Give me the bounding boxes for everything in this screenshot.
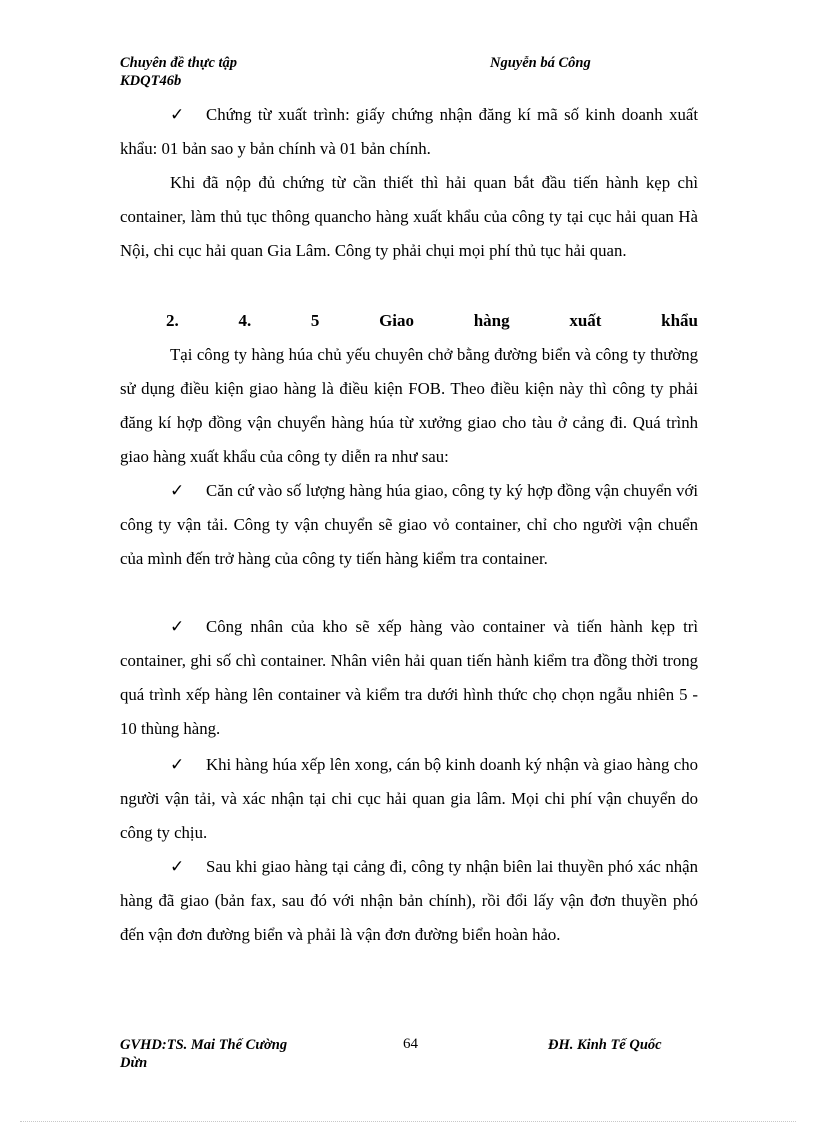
section-heading-num-3: 5 <box>310 311 320 330</box>
paragraph-2: Khi đã nộp đủ chứng từ cần thiết thì hải quan bắt đầu tiến hành kẹp chì container, làm thủ tục thông quancho hàng xuất khẩu của công ty tại cục hải quan Hà Nội, chi cục hải quan Gia Lâm. Công ty phải chụi mọi phí thủ tục hải quan. <box>120 173 698 260</box>
header-right: Nguyễn bá Công <box>490 55 591 71</box>
page-number: 64 <box>403 1036 418 1052</box>
section-heading-word-3: xuất <box>569 311 602 330</box>
check-icon: ✓ <box>170 481 185 500</box>
section-heading-num-2: 4. <box>238 311 252 330</box>
footer-left-line2: Dừn <box>120 1055 148 1071</box>
page-bottom-divider <box>20 1121 796 1122</box>
header-left-line1: Chuyên đề thực tập <box>120 55 238 71</box>
check-icon: ✓ <box>170 857 185 876</box>
paragraph-6 <box>120 748 698 850</box>
paragraph-4 <box>120 474 698 576</box>
paragraph-7-text: Sau khi giao hàng tại cảng đi, công ty nhận biên lai thuyền phó xác nhận hàng đã giao (bản fax, sau đó với nhận bản chính), rồi đổi lấy vận đơn thuyền phó đến vận đơn đường biển và phải là vận đơn đường biển hoàn hảo. <box>120 857 698 944</box>
section-heading-word-1: Giao <box>379 311 415 330</box>
check-icon: ✓ <box>170 105 185 124</box>
footer-left-line1: GVHD:TS. Mai Thế Cường <box>120 1037 288 1053</box>
section-heading-num-1: 2. <box>166 311 179 330</box>
paragraph-7 <box>120 850 698 952</box>
paragraph-6-text: Khi hàng húa xếp lên xong, cán bộ kinh doanh ký nhận và giao hàng cho người vận tải, và xác nhận tại chi cục hải quan gia lâm. Mọi chi phí vận chuyển do công ty chịu. <box>120 755 698 842</box>
section-heading-word-4: khẩu <box>661 311 698 330</box>
header-left-line2: KDQT46b <box>120 73 182 89</box>
check-icon: ✓ <box>170 617 185 636</box>
paragraph-5-text: Công nhân của kho sẽ xếp hàng vào container và tiến hành kẹp trì container, ghi số chì container. Nhân viên hải quan tiến hành kiểm tra đồng thời trong quá trình xếp hàng lên container và kiểm tra dưới hình thức chọ chọn ngẫu nhiên 5 - 10 thùng hàng. <box>120 617 698 738</box>
paragraph-3: Tại công ty hàng húa chủ yếu chuyên chở bằng đường biển và công ty thường sử dụng điều kiện giao hàng là điều kiện FOB. Theo điều kiện này thì công ty phải đăng kí hợp đồng vận chuyển hàng húa từ xưởng giao cho tàu ở cảng đi. Quá trình giao hàng xuất khẩu của công ty diễn ra như sau: <box>120 345 698 466</box>
section-heading <box>166 304 698 338</box>
paragraph-1-text: Chứng từ xuất trình: giấy chứng nhận đăng kí mã số kinh doanh xuất khẩu: 01 bản sao y bản chính và 01 bản chính. <box>120 105 698 158</box>
footer-right: ĐH. Kinh Tế Quốc <box>548 1037 662 1053</box>
check-icon: ✓ <box>170 755 185 774</box>
paragraph-5 <box>120 610 698 746</box>
paragraph-4-text: Căn cứ vào số lượng hàng húa giao, công ty ký hợp đồng vận chuyển với công ty vận tải. Công ty vận chuyển sẽ giao vỏ container, chỉ cho người vận chuển của mình đến trở hàng của công ty tiến hàng kiểm tra container. <box>120 481 698 568</box>
paragraph-1 <box>120 98 698 166</box>
section-heading-word-2: hàng <box>473 311 510 330</box>
